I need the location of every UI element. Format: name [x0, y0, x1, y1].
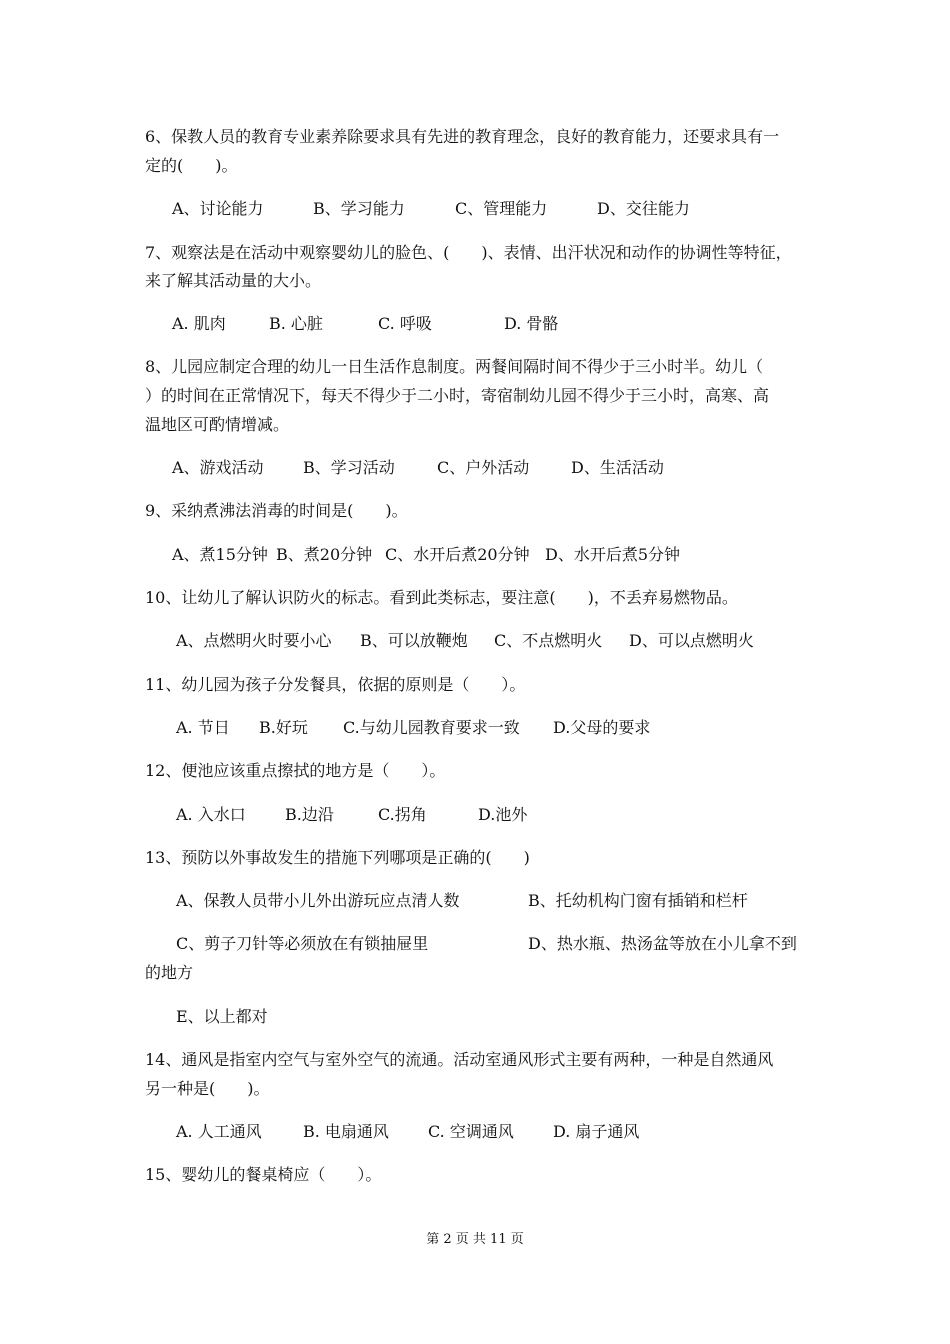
question-6-line-2: 定的( )。 — [145, 156, 238, 175]
question-12-line-1: 12、便池应该重点擦拭的地方是（ ）。 — [145, 761, 446, 780]
option-d: D、可以点燃明火 — [629, 631, 754, 650]
question-11-line-1: 11、幼儿园为孩子分发餐具，依据的原则是（ ）。 — [145, 675, 526, 694]
question-8-line-2: ）的时间在正常情况下，每天不得少于二小时，寄宿制幼儿园不得少于三小时，高寒、高 — [145, 386, 770, 405]
option-b: B、学习活动 — [303, 458, 395, 477]
question-14-line-2: 另一种是( )。 — [145, 1079, 270, 1098]
option-c: C、管理能力 — [455, 199, 548, 218]
question-14-options — [0, 1121, 950, 1143]
question-9-options — [0, 544, 950, 566]
option-d: D、热水瓶、热汤盆等放在小儿拿不到 — [528, 934, 797, 953]
question-11-options — [0, 717, 950, 739]
option-a: A. 肌肉 — [172, 314, 226, 333]
option-b: B. 心脏 — [269, 314, 323, 333]
option-c: C、不点燃明火 — [494, 631, 603, 650]
question-7-line-2: 来了解其活动量的大小。 — [145, 271, 322, 290]
question-13-line-1: 13、预防以外事故发生的措施下列哪项是正确的( ) — [145, 848, 530, 867]
option-b: B.好玩 — [259, 718, 308, 737]
question-7-options — [0, 313, 950, 335]
option-a: A、讨论能力 — [172, 199, 264, 218]
option-b: B. 电扇通风 — [303, 1122, 389, 1141]
option-b: B.边沿 — [285, 805, 334, 824]
option-a: A、游戏活动 — [172, 458, 264, 477]
option-d: D.池外 — [478, 805, 528, 824]
question-13-options-row-1 — [0, 890, 950, 912]
option-a: A、点燃明火时要小心 — [176, 631, 332, 650]
question-10-line-1: 10、让幼儿了解认识防火的标志。看到此类标志，要注意( )，不丢弃易燃物品。 — [145, 588, 738, 607]
question-14-line-1: 14、通风是指室内空气与室外空气的流通。活动室通风形式主要有两种，一种是自然通风 — [145, 1050, 774, 1069]
option-e: E、以上都对 — [176, 1007, 268, 1026]
option-c: C.与幼儿园教育要求一致 — [343, 718, 520, 737]
option-b: B、煮20分钟 — [276, 545, 373, 564]
option-d: D. 扇子通风 — [553, 1122, 640, 1141]
option-c: C. 空调通风 — [428, 1122, 514, 1141]
question-6-line-1: 6、保教人员的教育专业素养除要求具有先进的教育理念，良好的教育能力，还要求具有一 — [145, 127, 780, 146]
question-12-options — [0, 804, 950, 826]
option-a: A. 人工通风 — [176, 1122, 262, 1141]
option-a: A、保教人员带小儿外出游玩应点清人数 — [176, 891, 460, 910]
question-15-line-1: 15、婴幼儿的餐桌椅应（ ）。 — [145, 1165, 382, 1184]
option-b: B、学习能力 — [313, 199, 405, 218]
option-d: D. 骨骼 — [504, 314, 559, 333]
option-d: D.父母的要求 — [553, 718, 651, 737]
option-c: C、户外活动 — [437, 458, 530, 477]
option-d: D、水开后煮5分钟 — [545, 545, 681, 564]
option-b: B、托幼机构门窗有插销和栏杆 — [528, 891, 748, 910]
question-7-line-1: 7、观察法是在活动中观察婴幼儿的脸色、( )、表情、出汗状况和动作的协调性等特征， — [145, 243, 792, 262]
option-d-continuation: 的地方 — [145, 963, 194, 982]
option-c: C. 呼吸 — [378, 314, 432, 333]
question-13-options-row-2 — [0, 933, 950, 955]
question-10-options — [0, 630, 950, 652]
option-c: C、剪子刀针等必须放在有锁抽屉里 — [176, 934, 429, 953]
question-6-options — [0, 198, 950, 220]
option-a: A、煮15分钟 — [172, 545, 268, 564]
option-d: D、交往能力 — [597, 199, 690, 218]
option-b: B、可以放鞭炮 — [360, 631, 468, 650]
question-9-line-1: 9、采纳煮沸法消毒的时间是( )。 — [145, 501, 408, 520]
option-d: D、生活活动 — [571, 458, 664, 477]
option-a: A. 节日 — [176, 718, 230, 737]
option-c: C、水开后煮20分钟 — [385, 545, 530, 564]
page-footer: 第 2 页 共 11 页 — [426, 1232, 524, 1247]
question-8-line-3: 温地区可酌情增减。 — [145, 415, 290, 434]
question-8-line-1: 8、儿园应制定合理的幼儿一日生活作息制度。两餐间隔时间不得少于三小时半。幼儿（ — [145, 357, 764, 376]
option-c: C.拐角 — [378, 805, 427, 824]
question-8-options — [0, 457, 950, 479]
option-a: A. 入水口 — [176, 805, 246, 824]
